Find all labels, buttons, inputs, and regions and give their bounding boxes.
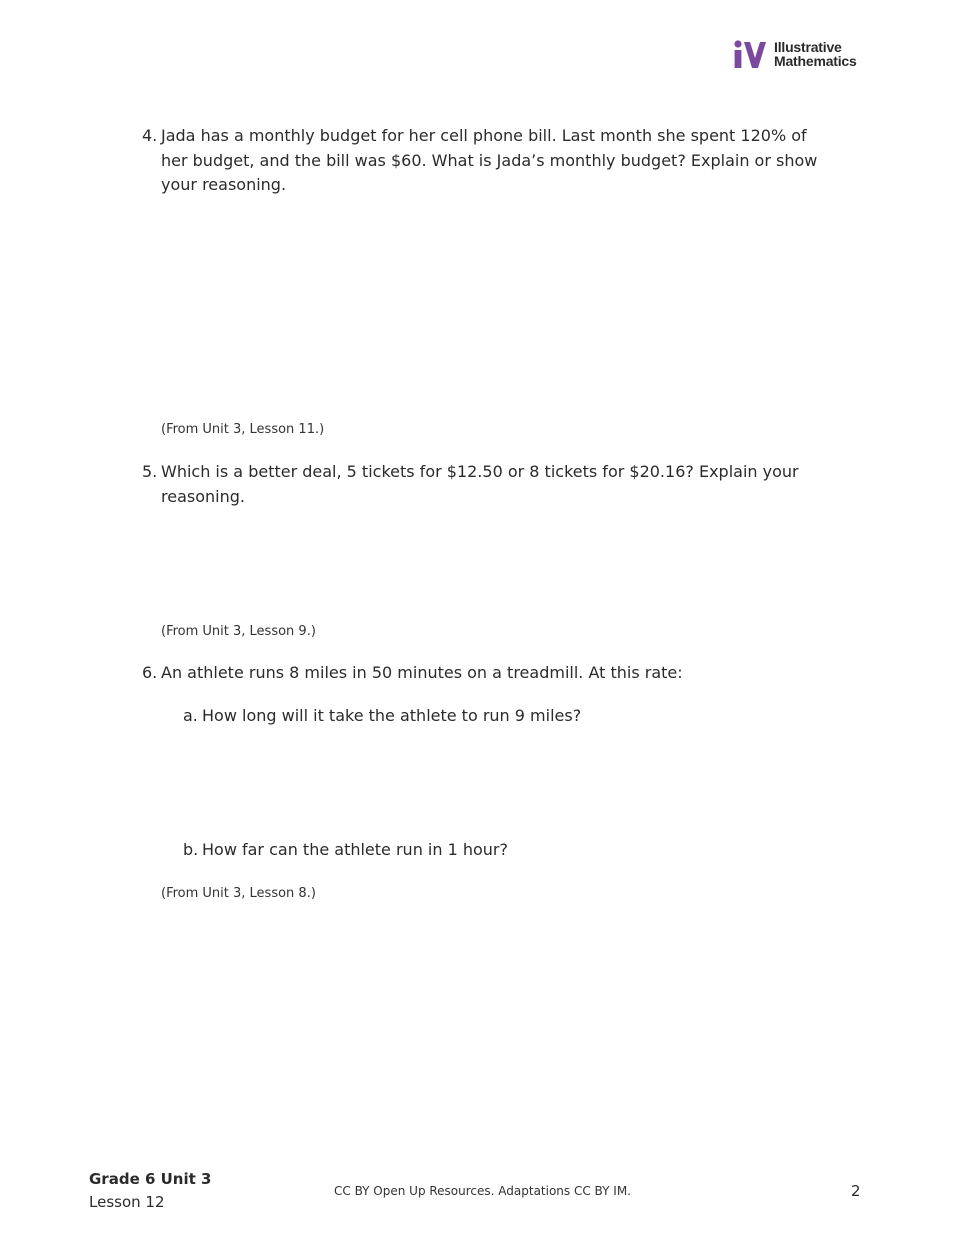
- question-text: Jada has a monthly budget for her cell phone bill. Last month she spent 120% of her budget, and the bill was $60. What is Jada’s monthly budget? Explain or show your reasoning.: [161, 126, 818, 194]
- footer-grade-unit: Grade 6 Unit 3: [89, 1170, 212, 1188]
- im-logo: [733, 40, 873, 70]
- question-part-a: [183, 704, 581, 728]
- question-4: [142, 124, 832, 198]
- question-6: [142, 661, 832, 686]
- question-number: 5.: [142, 462, 158, 481]
- question-source: (From Unit 3, Lesson 8.): [161, 886, 316, 901]
- question-source: (From Unit 3, Lesson 11.): [161, 422, 325, 437]
- footer-lesson: Lesson 12: [89, 1193, 165, 1211]
- part-letter: a.: [183, 706, 198, 725]
- page-number: 2: [851, 1182, 861, 1200]
- question-number: 6.: [142, 663, 158, 682]
- footer-course-info: [89, 1168, 211, 1214]
- part-letter: b.: [183, 840, 199, 859]
- logo-wordmark: [774, 40, 857, 68]
- footer-license: CC BY Open Up Resources. Adaptations CC BY IM.: [334, 1184, 631, 1198]
- question-text: An athlete runs 8 miles in 50 minutes on a treadmill. At this rate:: [161, 663, 683, 682]
- logo-line-2: Mathematics: [774, 53, 857, 69]
- im-logo-mark-icon: [733, 40, 769, 70]
- logo-line-1: Illustrative: [774, 39, 842, 55]
- question-text: Which is a better deal, 5 tickets for $12.50 or 8 tickets for $20.16? Explain your reasoning.: [161, 462, 799, 506]
- question-number: 4.: [142, 126, 158, 145]
- question-source: (From Unit 3, Lesson 9.): [161, 624, 316, 639]
- question-5: [142, 460, 832, 509]
- question-part-b: [183, 838, 508, 862]
- part-text: How far can the athlete run in 1 hour?: [202, 840, 508, 859]
- part-text: How long will it take the athlete to run 9 miles?: [202, 706, 582, 725]
